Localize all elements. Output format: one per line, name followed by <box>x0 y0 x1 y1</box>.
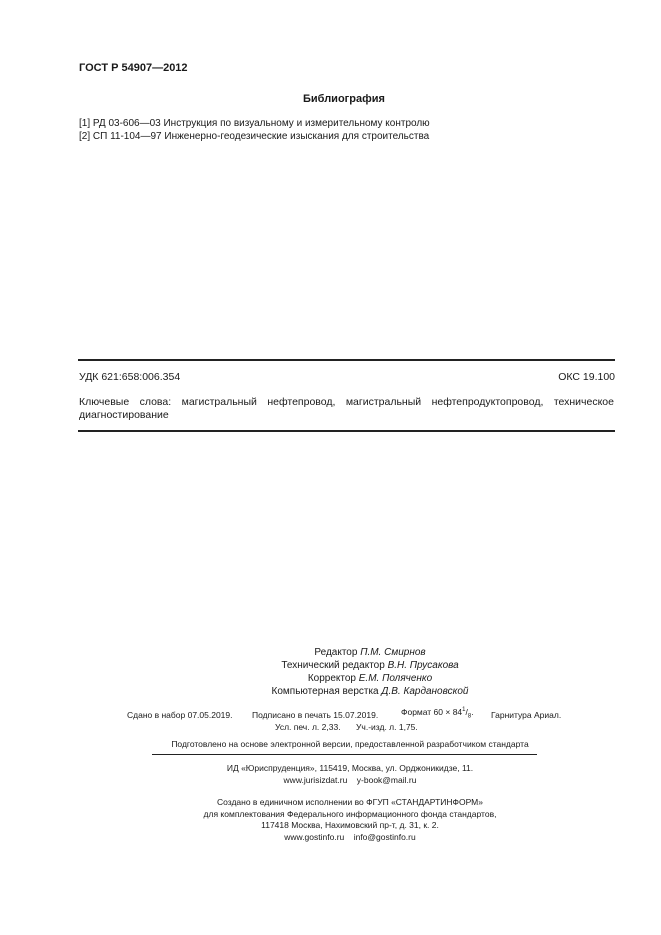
imprint-publ-sheets: Уч.-изд. л. 1,75. <box>356 722 418 732</box>
layout-name: Д.В. Кардановской <box>381 686 469 697</box>
producer-line: Создано в единичном исполнении во ФГУП «СТАНДАРТИНФОРМ» <box>216 797 483 807</box>
credits-block <box>200 646 540 698</box>
producer-email[interactable]: info@gostinfo.ru <box>353 831 416 842</box>
imprint-print-sheets: Усл. печ. л. 2,33. <box>275 722 341 732</box>
publisher-web[interactable]: www.jurisizdat.ru <box>283 774 348 785</box>
format-sub: 8 <box>467 713 472 720</box>
tech-editor-line <box>200 659 540 672</box>
corrector-name: Е.М. Поляченко <box>358 673 433 684</box>
layout-label: Компьютерная верстка <box>271 686 379 697</box>
document-code: ГОСТ Р 54907—2012 <box>79 62 188 74</box>
bibliography-item: [1] РД 03-606—03 Инструкция по визуальному и измерительному контролю <box>79 118 430 129</box>
publisher-contacts <box>120 775 580 787</box>
prepared-note: Подготовлено на основе электронной версии, предоставленной разработчиком стандарта <box>171 739 529 749</box>
editor-line <box>200 646 540 659</box>
imprint-signed: Подписано в печать 15.07.2019. <box>252 710 379 720</box>
producer-contacts <box>120 832 580 844</box>
editor-name: П.М. Смирнов <box>360 647 426 658</box>
format-prefix: Формат 60 × 84 <box>401 707 463 717</box>
corrector-label: Корректор <box>307 673 356 684</box>
producer-line: для комплектования Федерального информационного фонда стандартов, <box>203 808 497 819</box>
divider-bottom <box>78 430 615 432</box>
publisher-block <box>120 763 580 786</box>
keywords: Ключевые слова: магистральный нефтепровод, магистральный нефтепродуктопровод, техническое диагностирование <box>79 396 614 421</box>
bibliography-title: Библиография <box>303 93 385 105</box>
bibliography-item: [2] СП 11-104—97 Инженерно-геодезические изыскания для строительства <box>79 131 430 142</box>
producer-web[interactable]: www.gostinfo.ru <box>284 831 345 842</box>
format-suffix: . <box>471 707 474 717</box>
publisher-email[interactable]: y-book@mail.ru <box>356 774 417 785</box>
tech-editor-label: Технический редактор <box>281 660 385 671</box>
corrector-line <box>200 672 540 685</box>
tech-editor-name: В.Н. Прусакова <box>387 660 459 671</box>
producer-block <box>120 797 580 843</box>
imprint-format: Формат $60 \times 84^1/_8$. <box>401 707 474 720</box>
producer-line: 117418 Москва, Нахимовский пр-т, д. 31, к. 2. <box>261 820 439 830</box>
imprint-submitted: Сдано в набор 07.05.2019. <box>127 710 233 720</box>
layout-line <box>200 685 540 698</box>
publisher-address: ИД «Юриспруденция», 115419, Москва, ул. Орджоникидзе, 11. <box>226 763 474 773</box>
editor-label: Редактор <box>314 647 358 658</box>
imprint-font: Гарнитура Ариал. <box>491 710 562 720</box>
divider-top <box>78 359 615 361</box>
oks-code: ОКС 19.100 <box>558 371 615 383</box>
udk-code: УДК 621:658:006.354 <box>79 371 181 383</box>
format-sup: 1 <box>462 707 466 714</box>
divider-imprint <box>152 754 537 755</box>
